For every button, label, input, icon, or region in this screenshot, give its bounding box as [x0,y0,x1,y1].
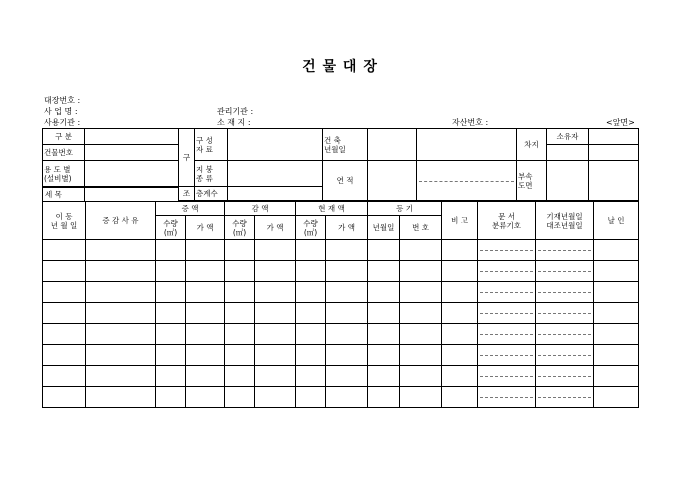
ledger-cell [400,303,442,324]
ledger-cell [225,324,255,345]
ledger-cell [326,366,368,387]
usage-value [85,161,179,187]
doc-class-header: 문 서 분류기호 [478,202,536,240]
ledger-cell [225,345,255,366]
page-title: 건 물 대 장 [302,59,378,75]
ledger-cell [478,282,536,303]
ledger-cell [186,261,225,282]
ledger-cell [255,303,296,324]
ledger-cell [43,282,86,303]
structure-jo-label: 조 [179,187,195,201]
ledger-cell [86,240,156,261]
increase-price-header: 가 액 [186,216,225,240]
ledger-cell [326,282,368,303]
ledger-cell [368,303,400,324]
ledger-cell [326,240,368,261]
detail-row [43,187,178,201]
annex-label: 부속 도면 [517,161,547,201]
ledger-row [43,366,639,387]
ledger-cell [326,261,368,282]
ledger-cell [255,261,296,282]
ledger-row [43,282,639,303]
ledger-cell [594,324,639,345]
ledger-cell [368,366,400,387]
increase-header: 증 액 [156,202,225,216]
ledger-cell [442,240,478,261]
usage-label: 용 도 별 (설비별) [43,161,85,187]
ledger-cell [478,261,536,282]
ledger-cell [478,345,536,366]
ledger-cell [442,324,478,345]
ledger-cell [400,282,442,303]
ledger-cell [156,387,186,408]
ledger-row [43,303,639,324]
ledger-cell [255,282,296,303]
ledger-cell [255,345,296,366]
ledger-cell [186,240,225,261]
built-value-a [368,129,417,161]
ledger-cell [225,366,255,387]
ledger-cell [225,387,255,408]
period-header: 기재년월일 대조년월일 [536,202,594,240]
roof-value [228,161,323,187]
ledger-cell [186,324,225,345]
current-qty-header: 수량 (㎡) [296,216,326,240]
ledger-cell [400,387,442,408]
ledger-cell [478,324,536,345]
decrease-qty-header: 수량 (㎡) [225,216,255,240]
ledger-cell [255,366,296,387]
ledger-cell [442,261,478,282]
ledger-cell [296,282,326,303]
ledger-cell [368,261,400,282]
annex-value-b [589,161,639,201]
ledger-cell [86,282,156,303]
ledger-cell [43,387,86,408]
ledger-cell [536,345,594,366]
ledger-cell [326,345,368,366]
ledger-cell [442,345,478,366]
ledger-cell [478,387,536,408]
ledger-cell [478,366,536,387]
ledger-cell [156,240,186,261]
material-label: 구 성 자 료 [195,129,228,161]
ledger-cell [536,261,594,282]
land-label: 차지 [517,129,547,161]
registry-date-header: 년월일 [368,216,400,240]
decrease-price-header: 가 액 [255,216,296,240]
increase-qty-header: 수량 (㎡) [156,216,186,240]
ledger-cell [368,324,400,345]
change-date-header: 이 동 년 월 일 [43,202,86,240]
ledger-cell [536,282,594,303]
structure-gu-label: 구 [179,129,195,187]
ledger-cell [225,282,255,303]
ledger-cell [43,345,86,366]
ledger-cell [368,345,400,366]
ledger-cell [326,387,368,408]
ledger-cell [442,282,478,303]
ledger-cell [186,387,225,408]
area-label: 연 적 [323,161,368,201]
registry-header: 등 기 [368,202,442,216]
floors-label: 층계수 [195,187,228,201]
ledger-cell [594,366,639,387]
ledger-cell [594,387,639,408]
ledger-cell [86,324,156,345]
ledger-row [43,261,639,282]
ledger-cell [594,240,639,261]
front-side-label: <앞면> [606,118,635,127]
ledger-cell [536,387,594,408]
ledger-cell [442,366,478,387]
ledger-cell [156,324,186,345]
ledger-cell [156,282,186,303]
ledger-cell [43,240,86,261]
roof-label: 지 붕 종 류 [195,161,228,187]
ledger-cell [86,345,156,366]
ledger-cell [43,324,86,345]
ledger-cell [442,303,478,324]
ledger-cell [225,261,255,282]
area-value-a [368,161,417,201]
owner-label: 소유자 [547,129,589,145]
ledger-cell [400,261,442,282]
ledger-row [43,387,639,408]
ledger-cell [43,303,86,324]
ledger-cell [400,366,442,387]
ledger-table [42,201,639,408]
division-value [85,129,179,145]
seal-header: 날 인 [594,202,639,240]
user-org-label: 사용기관 : [44,118,81,127]
ledger-cell [86,303,156,324]
ledger-cell [43,261,86,282]
ledger-cell [368,240,400,261]
ledger-cell [536,324,594,345]
ledger-row [43,240,639,261]
business-name-label: 사 업 명 : [44,107,78,116]
asset-no-label: 자산번호 : [452,118,489,127]
ledger-cell [86,387,156,408]
ledger-cell [186,345,225,366]
ledger-cell [296,303,326,324]
ledger-cell [400,240,442,261]
land-value-b [589,145,639,161]
ledger-cell [400,345,442,366]
ledger-cell [296,240,326,261]
detail-label: 세 목 [45,190,62,199]
ledger-cell [594,261,639,282]
ledger-cell [536,366,594,387]
ledger-cell [368,387,400,408]
ledger-cell [86,366,156,387]
ledger-cell [186,366,225,387]
building-no-label: 건물번호 [43,145,85,161]
ledger-cell [255,324,296,345]
ledger-cell [296,261,326,282]
decrease-header: 감 액 [225,202,296,216]
ledger-cell [478,240,536,261]
ledger-cell [536,240,594,261]
ledger-cell [296,345,326,366]
built-value-b [417,129,517,161]
ledger-cell [43,366,86,387]
ledger-cell [225,240,255,261]
building-no-value [85,145,179,161]
ledger-cell [156,261,186,282]
ledger-cell [186,303,225,324]
ledger-cell [156,366,186,387]
division-label: 구 분 [43,129,85,145]
ledger-cell [326,303,368,324]
registry-no-header: 번 호 [400,216,442,240]
ledger-cell [156,303,186,324]
register-no-label: 대장번호 : [44,96,81,105]
ledger-cell [255,387,296,408]
current-header: 현 재 액 [296,202,368,216]
reason-header: 증 감 사 유 [86,202,156,240]
ledger-cell [296,366,326,387]
owner-value [589,129,639,145]
remarks-header: 비 고 [442,202,478,240]
ledger-cell [594,345,639,366]
ledger-cell [255,240,296,261]
ledger-row [43,324,639,345]
ledger-cell [296,324,326,345]
ledger-cell [478,303,536,324]
location-label: 소 재 지 : [217,118,251,127]
ledger-cell [225,303,255,324]
ledger-cell [442,387,478,408]
current-price-header: 가 액 [326,216,368,240]
ledger-cell [156,345,186,366]
ledger-cell [326,324,368,345]
ledger-cell [536,303,594,324]
annex-value-a [547,161,589,201]
ledger-cell [594,303,639,324]
ledger-cell [594,282,639,303]
mgmt-org-label: 관리기관 : [217,107,254,116]
ledger-cell [368,282,400,303]
area-value-b [417,161,517,201]
ledger-row [43,345,639,366]
ledger-cell [400,324,442,345]
land-value-a [547,145,589,161]
floors-value [228,187,323,201]
material-value [228,129,323,161]
built-label: 건 축 년월일 [323,129,368,161]
ledger-cell [186,282,225,303]
ledger-cell [86,261,156,282]
ledger-cell [296,387,326,408]
